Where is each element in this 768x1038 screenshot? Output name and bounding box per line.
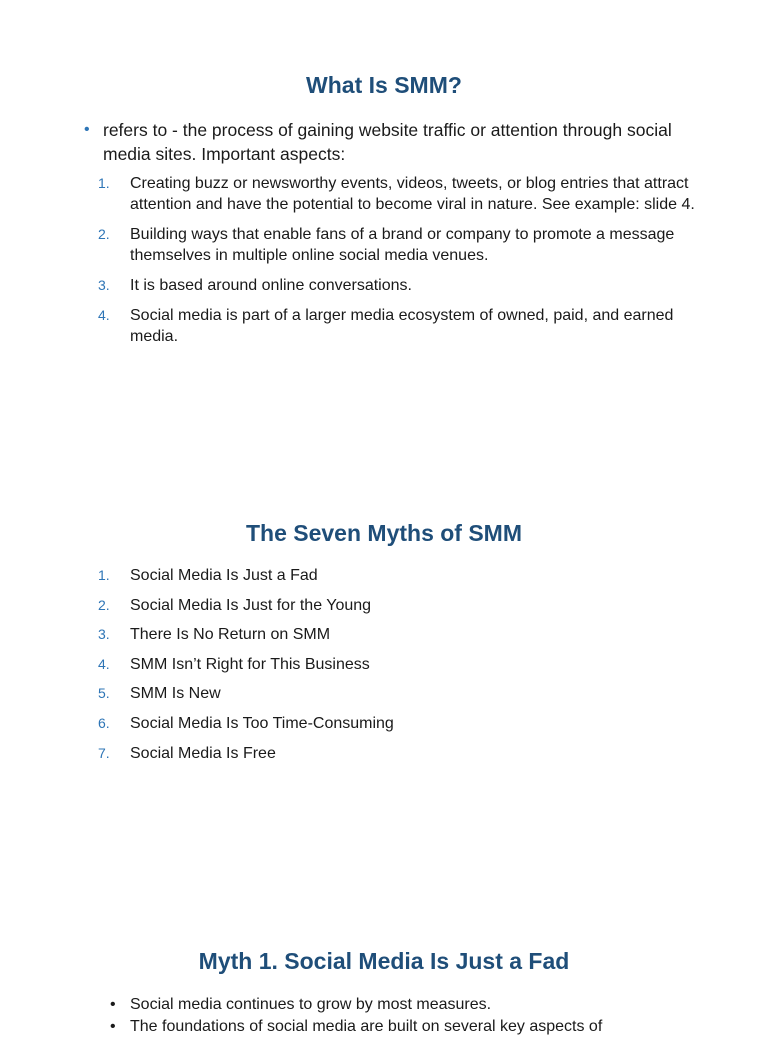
myths-list — [98, 565, 698, 772]
list-item-text: SMM Isn’t Right for This Business — [130, 655, 370, 673]
list-item — [98, 624, 698, 654]
list-item — [110, 994, 710, 1016]
slide-myth-1 — [0, 930, 768, 1035]
list-number: 3. — [98, 277, 110, 293]
list-item — [110, 1016, 710, 1038]
list-number: 4. — [98, 307, 110, 323]
list-item-text: Social media continues to grow by most measures. — [130, 996, 492, 1013]
intro-bullet-text: refers to - the process of gaining website traffic or attention through social media sites. Important aspects: — [103, 120, 672, 164]
list-number: 1. — [98, 175, 110, 191]
slide-title: What Is SMM? — [306, 72, 462, 98]
slide-what-is-smm — [0, 0, 768, 420]
list-item — [98, 275, 698, 296]
slide-seven-myths — [0, 500, 768, 800]
aspects-list — [98, 173, 698, 347]
bullet-icon: • — [110, 1018, 116, 1035]
list-item-text: Social media is part of a larger media ecosystem of owned, paid, and earned media. — [130, 307, 674, 345]
list-number: 2. — [98, 596, 110, 613]
list-number: 6. — [98, 714, 110, 731]
list-item-text: There Is No Return on SMM — [130, 626, 331, 644]
list-item — [98, 595, 698, 625]
list-number: 1. — [98, 567, 110, 583]
list-item-text: Social Media Is Just for the Young — [130, 596, 372, 614]
list-item — [98, 305, 698, 347]
list-item — [98, 743, 698, 773]
list-number: 4. — [98, 655, 110, 672]
list-item-text: Social Media Is Free — [130, 744, 276, 762]
bullet-icon: • — [84, 121, 90, 138]
list-item-text: Social Media Is Just a Fad — [130, 567, 318, 584]
intro-bullet — [84, 118, 704, 166]
list-number: 2. — [98, 226, 110, 242]
list-item-text: It is based around online conversations. — [130, 277, 412, 294]
list-item — [98, 713, 698, 743]
list-item — [98, 683, 698, 713]
list-item — [98, 654, 698, 684]
list-item — [98, 173, 698, 215]
list-item-text: Social Media Is Too Time-Consuming — [130, 714, 394, 732]
list-number: 5. — [98, 685, 110, 702]
list-item-text: The foundations of social media are built on several key aspects of — [130, 1018, 603, 1035]
list-number: 7. — [98, 744, 110, 761]
list-item — [98, 565, 698, 595]
list-item-text: Building ways that enable fans of a brand or company to promote a message themselves in multiple online social media venues. — [130, 226, 675, 264]
bullet-icon: • — [110, 996, 116, 1013]
list-number: 3. — [98, 626, 110, 643]
list-item-text: SMM Is New — [130, 685, 221, 703]
slide-title: Myth 1. Social Media Is Just a Fad — [198, 948, 570, 974]
myth-1-bullets — [110, 994, 710, 1038]
slide-title: The Seven Myths of SMM — [245, 520, 523, 546]
list-item — [98, 224, 698, 266]
list-item-text: Creating buzz or newsworthy events, videos, tweets, or blog entries that attract attention and have the potential to become viral in nature. See example: slide 4. — [130, 175, 695, 213]
